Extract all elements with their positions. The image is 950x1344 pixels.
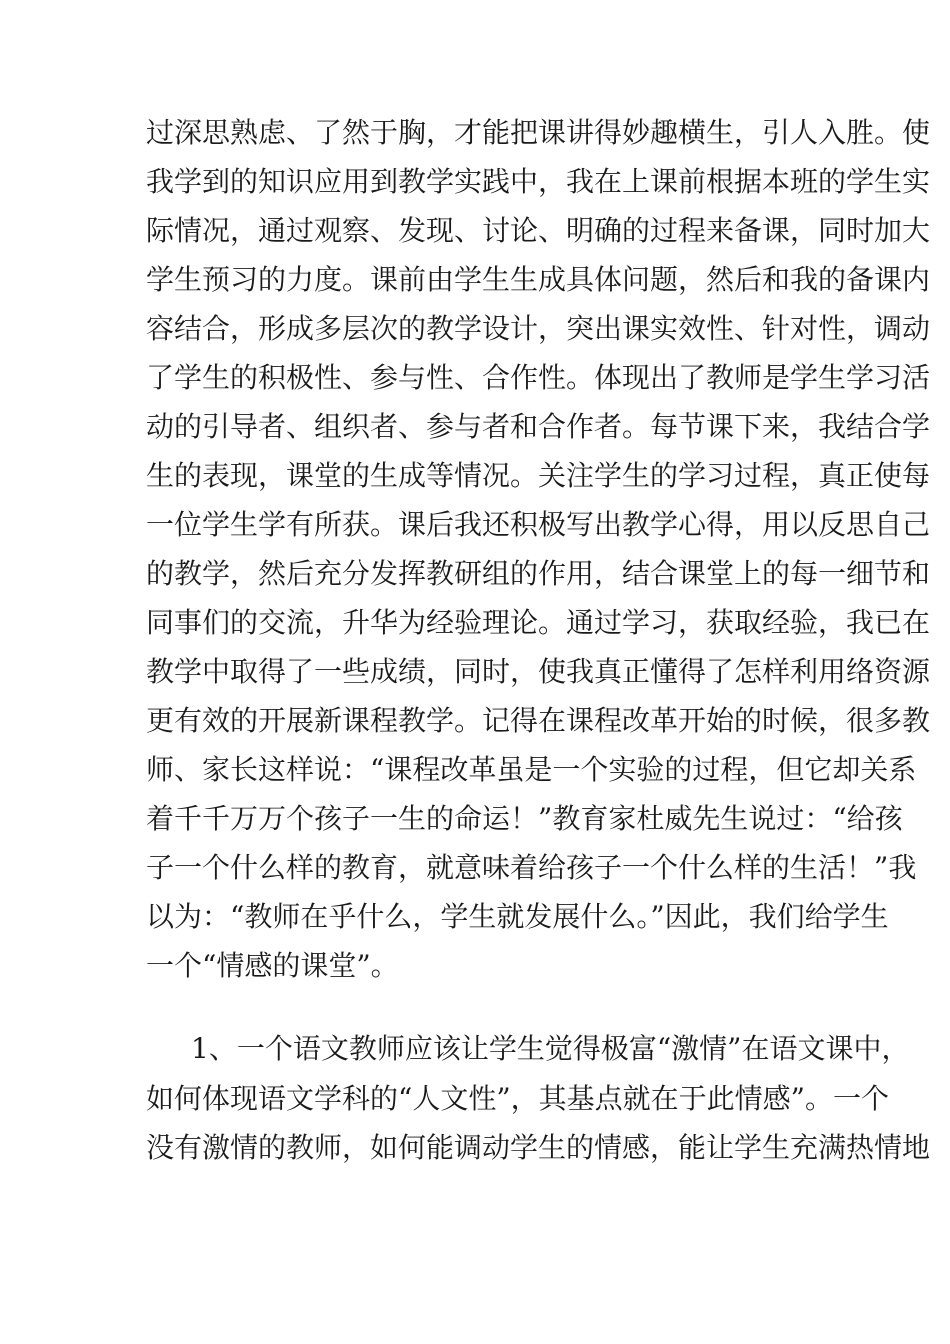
paragraph-line: 动的引导者、组织者、参与者和合作者。每节课下来，我结合学: [146, 410, 931, 443]
paragraph-line: 生的表现，课堂的生成等情况。关注学生的学习过程，真正使每: [146, 459, 931, 492]
paragraph-line: 了学生的积极性、参与性、合作性。体现出了教师是学生学习活: [146, 361, 931, 394]
paragraph-line: 一个“情感的课堂”。: [146, 949, 399, 982]
paragraph-line: 没有激情的教师，如何能调动学生的情感，能让学生充满热情地: [146, 1131, 931, 1164]
paragraph-line: 我学到的知识应用到教学实践中，我在上课前根据本班的学生实: [146, 165, 931, 198]
paragraph-line: 同事们的交流，升华为经验理论。通过学习，获取经验，我已在: [146, 606, 931, 639]
paragraph-line: 子一个什么样的教育，就意味着给孩子一个什么样的生活！”我: [146, 851, 917, 884]
paragraph-line: 际情况，通过观察、发现、讨论、明确的过程来备课，同时加大: [146, 214, 931, 247]
paragraph-line: 更有效的开展新课程教学。记得在课程改革开始的时候，很多教: [146, 704, 931, 737]
paragraph-line: 师、家长这样说：“课程改革虽是一个实验的过程，但它却关系: [146, 753, 917, 786]
paragraph-line: 教学中取得了一些成绩，同时，使我真正懂得了怎样利用络资源: [146, 655, 931, 688]
paragraph-line: 容结合，形成多层次的教学设计，突出课实效性、针对性，调动: [146, 312, 931, 345]
paragraph-line: 过深思熟虑、了然于胸，才能把课讲得妙趣横生，引人入胜。使: [146, 116, 931, 149]
paragraph-line: 学生预习的力度。课前由学生生成具体问题，然后和我的备课内: [146, 263, 931, 296]
paragraph-line: 如何体现语文学科的“人文性”，其基点就在于此情感”。一个: [146, 1082, 889, 1115]
paragraph-line: 一位学生学有所获。课后我还积极写出教学心得，用以反思自己: [146, 508, 931, 541]
paragraph-line: 的教学，然后充分发挥教研组的作用，结合课堂上的每一细节和: [146, 557, 931, 590]
paragraph-line: 以为：“教师在乎什么，学生就发展什么。”因此，我们给学生: [146, 900, 889, 933]
paragraph-line: 1、一个语文教师应该让学生觉得极富“激情”在语文课中，: [191, 1032, 910, 1065]
paragraph-line: 着千千万万个孩子一生的命运！”教育家杜威先生说过：“给孩: [146, 802, 903, 835]
